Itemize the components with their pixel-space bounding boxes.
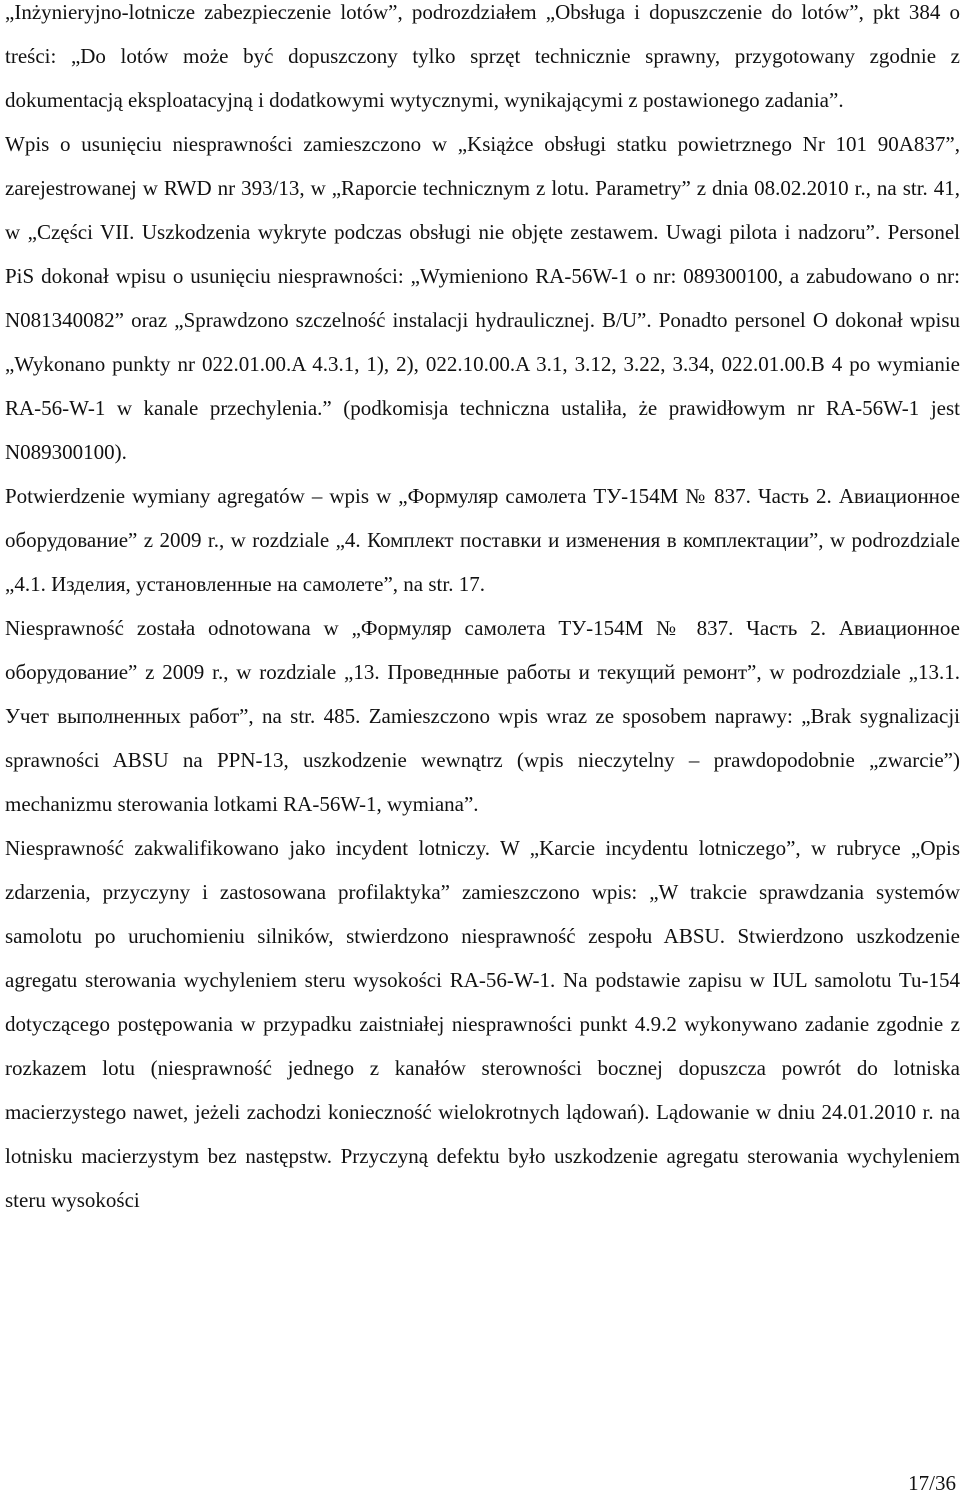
document-body: [5, 0, 960, 1222]
paragraph-repair-entry: Wpis o usunięciu niesprawności zamieszczono w „Książce obsługi statku powietrznego Nr 101 90A837”, zarejestrowanej w RWD nr 393/13, w „Raporcie technicznym z lotu. Parametry” z dnia 08.02.2010 r., na str. 41, w „Części VII. Uszkodzenia wykryte podczas obsługi nie objęte zestawem. Uwagi pilota i nadzoru”. Personel PiS dokonał wpisu o usunięciu niesprawności: „Wymieniono RA-56W-1 o nr: 089300100, a zabudowano o nr: N081340082” oraz „Sprawdzono szczelność instalacji hydraulicznej. B/U”. Ponadto personel O dokonał wpisu „Wykonano punkty nr 022.01.00.A 4.3.1, 1), 2), 022.10.00.A 3.1, 3.12, 3.22, 3.34, 022.01.00.B 4 po wymianie RA-56-W-1 w kanale przechylenia.” (podkomisja techniczna ustaliła, że prawidłowym nr RA-56W-1 jest N089300100).: [5, 132, 960, 464]
page-number: 17/36: [908, 1471, 956, 1495]
paragraph-incident-classification: Niesprawność zakwalifikowano jako incydent lotniczy. W „Karcie incydentu lotniczego”, w rubryce „Opis zdarzenia, przyczyny i zastosowana profilaktyka” zamieszczono wpis: „W trakcie sprawdzania systemów samolotu po uruchomieniu silników, stwierdzono niesprawność zespołu ABSU. Stwierdzono uszkodzenie agregatu sterowania wychyleniem steru wysokości RA-56-W-1. Na podstawie zapisu w IUL samolotu Tu-154 dotyczącego postępowania w przypadku zaistniałej niesprawności punkt 4.9.2 wykonywano zadanie zgodnie z rozkazem lotu (niesprawność jednego z kanałów sterowności bocznej dopuszcza powrót do lotniska macierzystego nawet, jeżeli zachodzi konieczność wielokrotnych lądowań). Lądowanie w dniu 24.01.2010 r. na lotnisku macierzystym bez następstw. Przyczyną defektu było uszkodzenie agregatu sterowania wychyleniem steru wysokości: [5, 836, 960, 1212]
paragraph-malfunction-record: Niesprawność została odnotowana w „Формуляр самолета ТУ-154М № 837. Часть 2. Авиационное оборудование” z 2009 r., w rozdziale „13. Проведнные работы и текущий ремонт”, w podrozdziale „13.1. Учет выполненных работ”, na str. 485. Zamieszczono wpis wraz ze sposobem naprawy: „Brak sygnalizacji sprawności ABSU na PPN-13, uszkodzenie wewnątrz (wpis nieczytelny – prawdopodobnie „zwarcie”) mechanizmu sterowania lotkami RA-56W-1, wymiana”.: [5, 616, 960, 816]
paragraph-replacement-confirmation: Potwierdzenie wymiany agregatów – wpis w „Формуляр самолета ТУ-154М № 837. Часть 2. Авиационное оборудование” z 2009 r., w rozdziale „4. Комплект поставки и изменения в комплектации”, w podrozdziale „4.1. Изделия, установленные на самолете”, na str. 17.: [5, 484, 960, 596]
paragraph-regulation-quote: „Inżynieryjno-lotnicze zabezpieczenie lotów”, podrozdziałem „Obsługa i dopuszczenie do lotów”, pkt 384 o treści: „Do lotów może być dopuszczony tylko sprzęt technicznie sprawny, przygotowany zgodnie z dokumentacją eksploatacyjną i dodatkowymi wytycznymi, wynikającymi z postawionego zadania”.: [5, 0, 960, 112]
